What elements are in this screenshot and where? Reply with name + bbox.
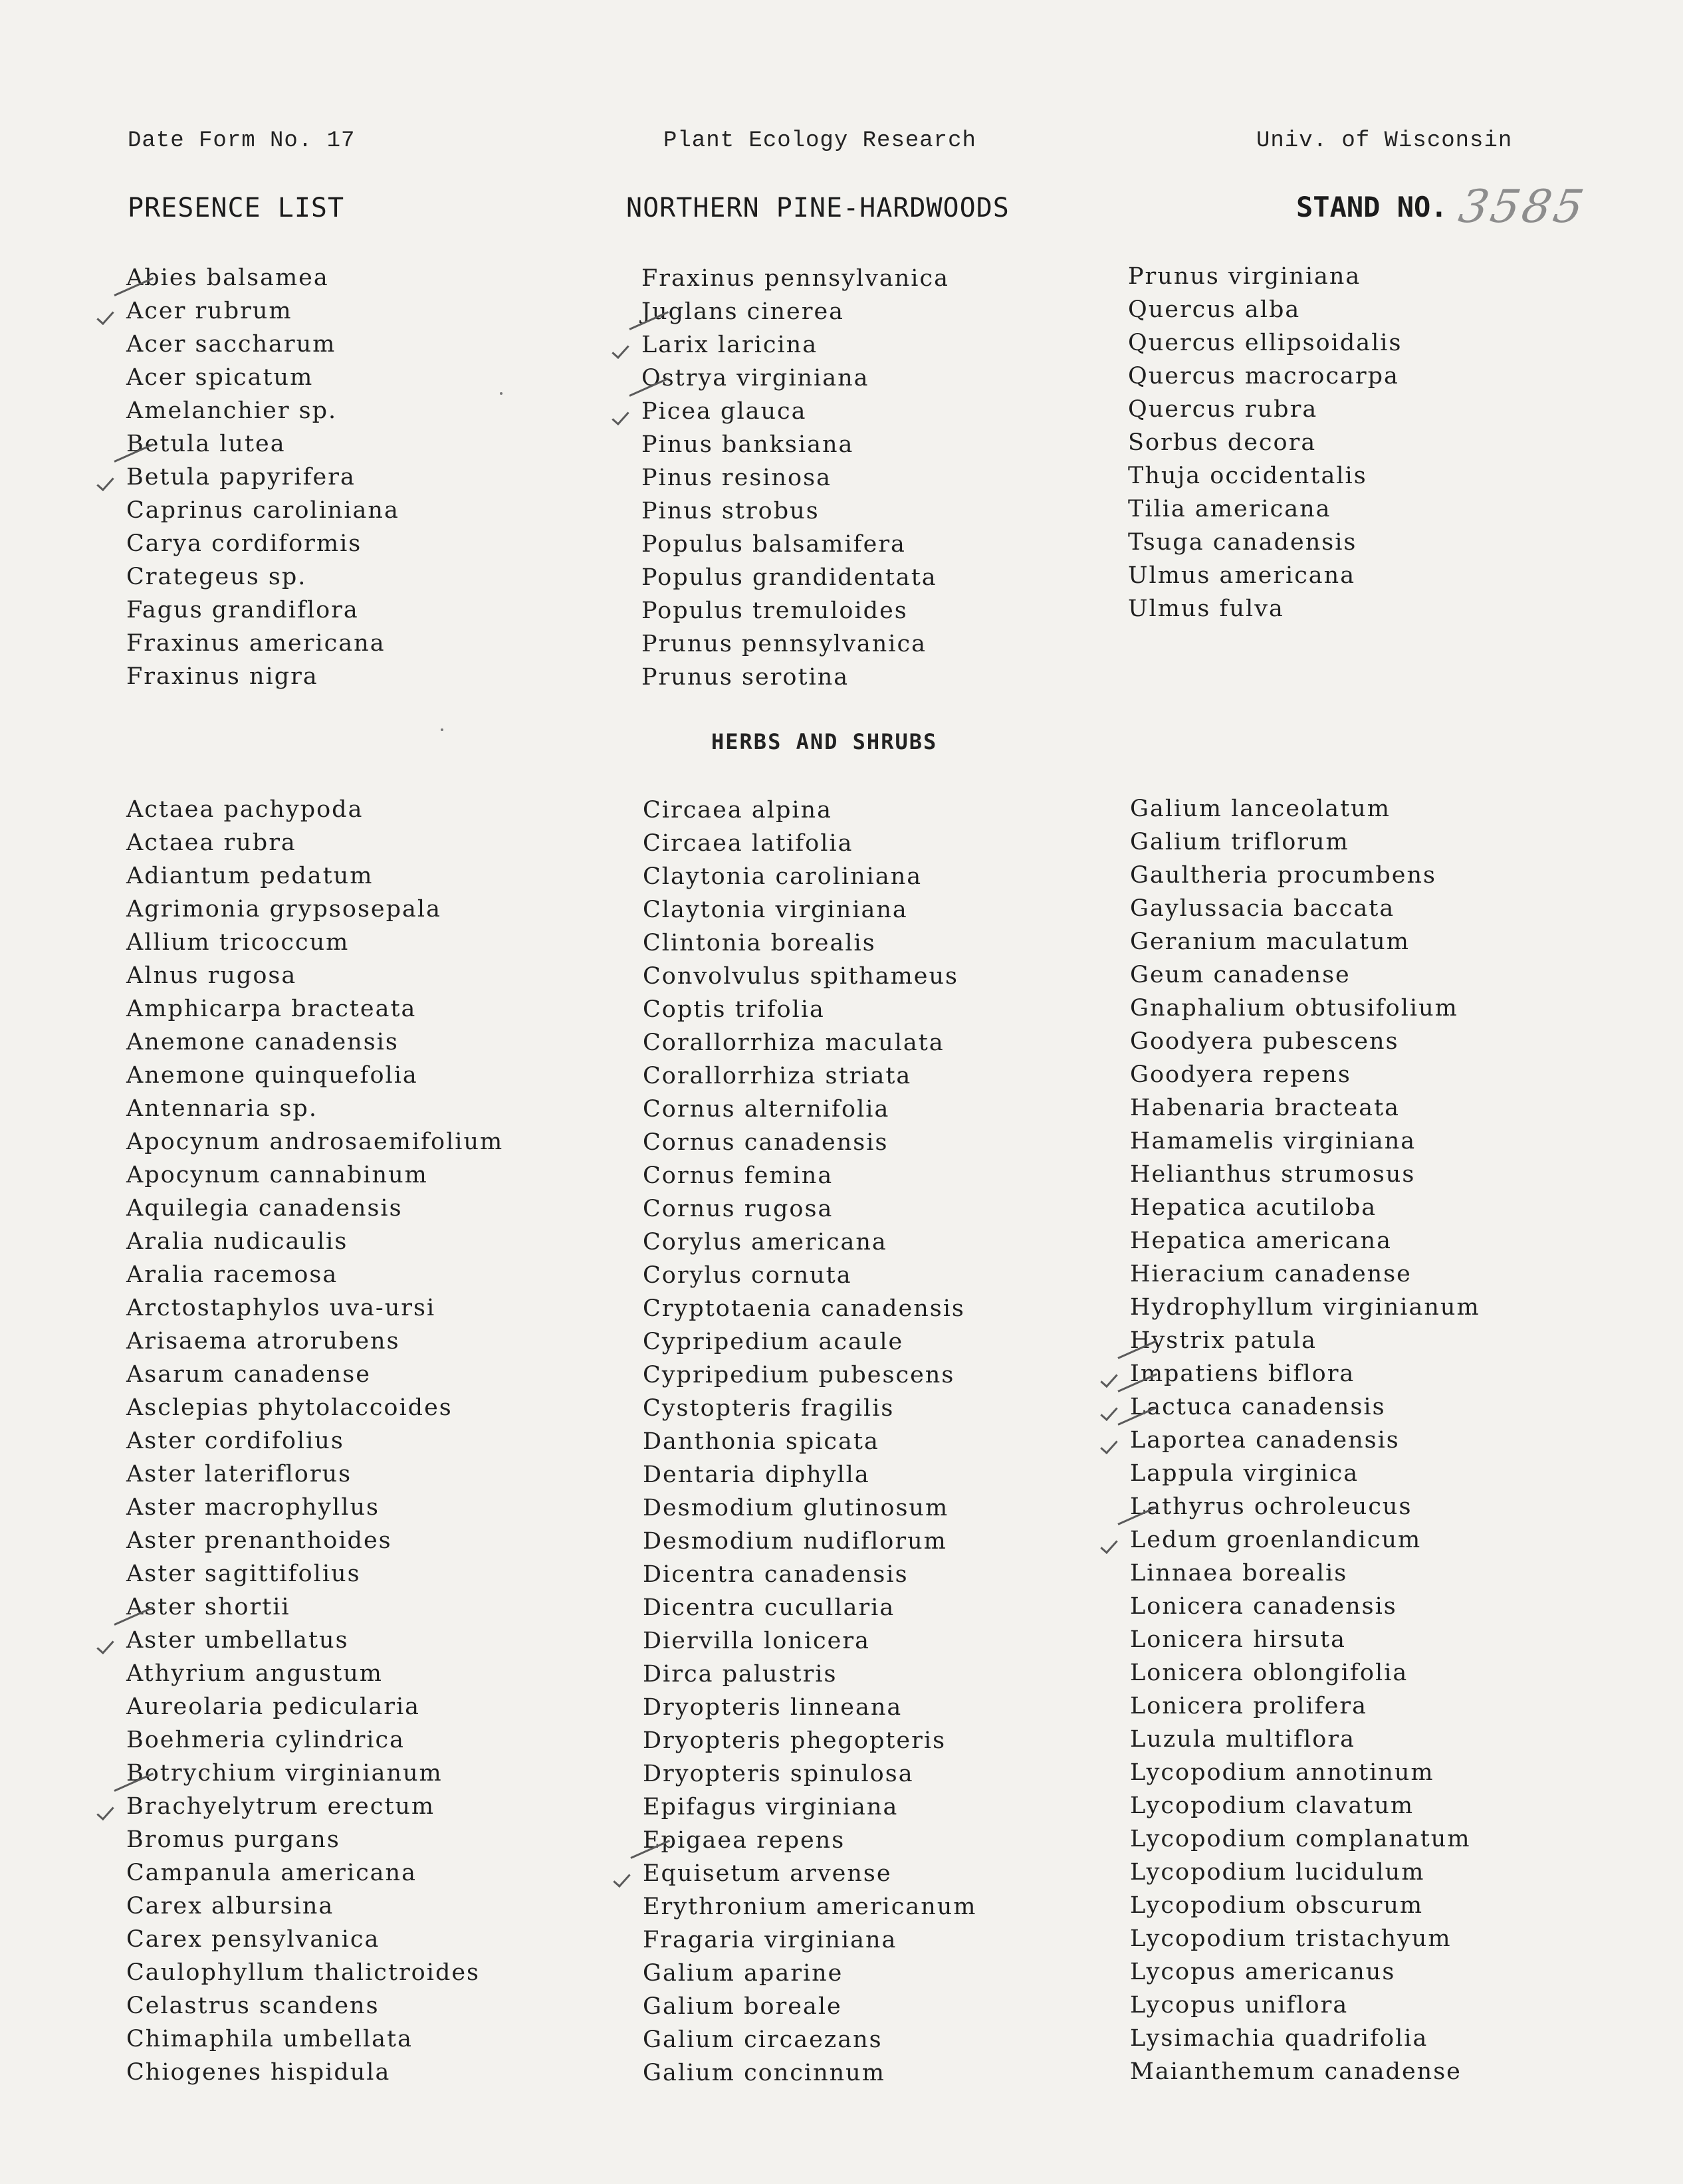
- species-item-checked: Equisetum arvense: [643, 1857, 977, 1890]
- species-item: Lycopodium complanatum: [1130, 1826, 1471, 1852]
- species-item: Pinus strobus: [641, 498, 820, 524]
- species-item: Fagus grandiflora: [126, 597, 359, 623]
- species-item: Dryopteris linneana: [643, 1694, 903, 1721]
- stand-number-field: [1296, 181, 1590, 241]
- species-item-checked: Lactuca canadensis: [1130, 1390, 1480, 1424]
- species-item: Quercus rubra: [1128, 396, 1318, 423]
- university-name: Univ. of Wisconsin: [1256, 128, 1513, 154]
- species-item-checked: Ledum groenlandicum: [1130, 1523, 1480, 1557]
- species-item: Aster lateriflorus: [126, 1461, 352, 1487]
- species-item-checked: Acer rubrum: [126, 294, 399, 328]
- species-item: Coptis trifolia: [643, 996, 825, 1023]
- species-item: Lappula virginica: [1130, 1460, 1359, 1487]
- species-item: Habenaria bracteata: [1130, 1095, 1401, 1121]
- species-item: Antennaria sp.: [126, 1095, 318, 1122]
- species-item: Cystopteris fragilis: [643, 1395, 895, 1422]
- species-item: Corallorrhiza maculata: [643, 1030, 945, 1056]
- species-item: Dryopteris phegopteris: [643, 1727, 947, 1754]
- species-item: Bromus purgans: [126, 1826, 340, 1853]
- species-item: Lonicera oblongifolia: [1130, 1660, 1408, 1686]
- species-item: Desmodium nudiflorum: [643, 1528, 947, 1555]
- species-item: Corylus americana: [643, 1229, 887, 1256]
- species-item: Populus balsamifera: [641, 531, 906, 558]
- species-item: Aralia nudicaulis: [126, 1228, 348, 1255]
- herbs-shrubs-heading: HERBS AND SHRUBS: [711, 729, 938, 754]
- species-item: Athyrium angustum: [126, 1660, 383, 1687]
- species-item: Aralia racemosa: [126, 1261, 338, 1288]
- species-item: Chiogenes hispidula: [126, 2059, 391, 2086]
- species-item: Quercus alba: [1128, 296, 1301, 323]
- species-item: Populus grandidentata: [641, 564, 937, 591]
- species-item: Prunus serotina: [641, 664, 849, 691]
- species-item: Linnaea borealis: [1130, 1560, 1348, 1586]
- species-item: Cornus femina: [643, 1162, 834, 1189]
- tree-list-column-1: [126, 261, 399, 693]
- herb-list-column-2: [643, 794, 977, 2090]
- species-item: Lycopodium clavatum: [1130, 1793, 1414, 1819]
- species-item: Aster shortii: [126, 1594, 290, 1620]
- species-item: Aster prenanthoides: [126, 1527, 392, 1554]
- species-item: Acer saccharum: [126, 331, 336, 358]
- species-item: Hieracium canadense: [1130, 1261, 1412, 1287]
- species-item: Prunus virginiana: [1128, 263, 1361, 290]
- stand-label: STAND NO.: [1296, 191, 1448, 223]
- species-item: Maianthemum canadense: [1130, 2058, 1462, 2085]
- form-number: Date Form No. 17: [128, 128, 356, 154]
- species-item: Gnaphalium obtusifolium: [1130, 995, 1458, 1022]
- species-item: Asarum canadense: [126, 1361, 371, 1388]
- list-title: PRESENCE LIST: [128, 193, 345, 223]
- species-item: Campanula americana: [126, 1860, 417, 1886]
- species-item: Carya cordiformis: [126, 530, 362, 557]
- species-item: Aureolaria pedicularia: [126, 1693, 421, 1720]
- species-item-checked: Aster umbellatus: [126, 1624, 503, 1657]
- species-item-checked: Picea glauca: [641, 395, 949, 428]
- paper-speck: [441, 728, 443, 731]
- species-item: Pinus resinosa: [641, 465, 832, 491]
- species-item: Fraxinus pennsylvanica: [641, 265, 949, 292]
- species-item: Lycopus uniflora: [1130, 1992, 1349, 2019]
- species-item-checked: Laportea canadensis: [1130, 1424, 1480, 1457]
- species-item: Amphicarpa bracteata: [126, 996, 417, 1022]
- species-item: Carex pensylvanica: [126, 1926, 380, 1953]
- species-item: Helianthus strumosus: [1130, 1161, 1416, 1188]
- species-item: Aster cordifolius: [126, 1428, 344, 1454]
- species-item: Epigaea repens: [643, 1827, 845, 1854]
- species-item: Apocynum androsaemifolium: [126, 1129, 504, 1155]
- species-item: Agrimonia grypsosepala: [126, 896, 441, 923]
- species-item: Clintonia borealis: [643, 930, 876, 956]
- species-item: Fraxinus americana: [126, 630, 386, 657]
- species-item: Aster sagittifolius: [126, 1561, 361, 1587]
- species-item: Amelanchier sp.: [126, 397, 338, 424]
- species-item: Cornus alternifolia: [643, 1096, 890, 1123]
- species-item-checked: Impatiens biflora: [1130, 1357, 1480, 1390]
- species-item: Carex albursina: [126, 1893, 334, 1919]
- species-item: Claytonia caroliniana: [643, 863, 923, 890]
- organization-name: Plant Ecology Research: [663, 128, 976, 154]
- species-item: Sorbus decora: [1128, 429, 1317, 456]
- species-item: Galium circaezans: [643, 2026, 883, 2053]
- species-item: Convolvulus spithameus: [643, 963, 959, 990]
- species-item: Botrychium virginianum: [126, 1760, 443, 1787]
- species-item: Gaultheria procumbens: [1130, 862, 1436, 889]
- species-item: Erythronium americanum: [643, 1894, 977, 1920]
- species-item-checked: Betula papyrifera: [126, 461, 399, 494]
- species-item: Gaylussacia baccata: [1130, 895, 1395, 922]
- herb-list-column-3: [1130, 792, 1480, 2088]
- species-item-checked: Brachyelytrum erectum: [126, 1790, 503, 1823]
- species-item: Crategeus sp.: [126, 564, 307, 590]
- species-item: Abies balsamea: [126, 265, 329, 291]
- species-item: Adiantum pedatum: [126, 863, 374, 889]
- species-item: Lycopodium annotinum: [1130, 1759, 1434, 1786]
- species-item-checked: Larix laricina: [641, 328, 949, 362]
- species-item: Geranium maculatum: [1130, 928, 1410, 955]
- species-item: Arisaema atrorubens: [126, 1328, 400, 1355]
- stand-number-handwritten: 3585: [1454, 181, 1590, 233]
- species-item: Galium aparine: [643, 1960, 843, 1987]
- species-item: Hamamelis virginiana: [1130, 1128, 1416, 1154]
- species-item: Goodyera repens: [1130, 1061, 1351, 1088]
- species-item: Thuja occidentalis: [1128, 463, 1367, 489]
- species-item: Lycopodium lucidulum: [1130, 1859, 1425, 1886]
- species-item: Dryopteris spinulosa: [643, 1761, 914, 1787]
- species-item: Lonicera hirsuta: [1130, 1626, 1346, 1653]
- species-item: Populus tremuloides: [641, 598, 908, 624]
- species-item: Prunus pennsylvanica: [641, 631, 927, 657]
- species-item: Actaea pachypoda: [126, 796, 364, 823]
- community-title: NORTHERN PINE-HARDWOODS: [626, 193, 1010, 223]
- species-item: Lonicera prolifera: [1130, 1693, 1367, 1719]
- species-item: Ostrya virginiana: [641, 365, 869, 391]
- species-item: Hydrophyllum virginianum: [1130, 1294, 1480, 1321]
- species-item: Goodyera pubescens: [1130, 1028, 1399, 1055]
- species-item: Betula lutea: [126, 431, 286, 457]
- species-item: Asclepias phytolaccoides: [126, 1394, 453, 1421]
- species-item: Caulophyllum thalictroides: [126, 1959, 481, 1986]
- species-item: Dirca palustris: [643, 1661, 838, 1688]
- species-item: Dicentra cucullaria: [643, 1594, 895, 1621]
- species-item: Aster macrophyllus: [126, 1494, 380, 1521]
- species-item: Tsuga canadensis: [1128, 529, 1357, 556]
- species-item: Actaea rubra: [126, 829, 296, 856]
- species-item: Desmodium glutinosum: [643, 1495, 949, 1521]
- species-item: Pinus banksiana: [641, 431, 854, 458]
- species-item: Galium boreale: [643, 1993, 842, 2020]
- species-item: Circaea latifolia: [643, 830, 853, 857]
- paper-speck: [500, 392, 503, 395]
- species-item: Hepatica americana: [1130, 1228, 1392, 1254]
- species-item: Cypripedium pubescens: [643, 1362, 955, 1388]
- species-item: Cypripedium acaule: [643, 1329, 904, 1355]
- species-item: Hystrix patula: [1130, 1327, 1317, 1354]
- species-item: Cornus canadensis: [643, 1129, 889, 1156]
- species-item: Danthonia spicata: [643, 1428, 879, 1455]
- species-item: Dicentra canadensis: [643, 1561, 909, 1588]
- species-item: Arctostaphylos uva-ursi: [126, 1295, 436, 1321]
- species-item: Fragaria virginiana: [643, 1927, 897, 1953]
- species-item: Lonicera canadensis: [1130, 1593, 1397, 1620]
- species-item: Boehmeria cylindrica: [126, 1727, 405, 1753]
- species-item: Celastrus scandens: [126, 1993, 380, 2019]
- species-item: Caprinus caroliniana: [126, 497, 399, 524]
- species-item: Hepatica acutiloba: [1130, 1194, 1377, 1221]
- species-item: Tilia americana: [1128, 496, 1331, 522]
- herb-list-column-1: [126, 793, 503, 2089]
- species-item: Fraxinus nigra: [126, 663, 318, 690]
- species-item: Lycopodium tristachyum: [1130, 1925, 1452, 1952]
- species-item: Alnus rugosa: [126, 962, 297, 989]
- species-item: Luzula multiflora: [1130, 1726, 1355, 1753]
- species-item: Aquilegia canadensis: [126, 1195, 403, 1222]
- species-item: Lysimachia quadrifolia: [1130, 2025, 1428, 2052]
- species-item: Corallorrhiza striata: [643, 1063, 912, 1089]
- species-item: Corylus cornuta: [643, 1262, 852, 1289]
- species-item: Dentaria diphylla: [643, 1462, 870, 1488]
- species-item: Juglans cinerea: [641, 298, 845, 325]
- species-item: Epifagus virginiana: [643, 1794, 899, 1820]
- tree-list-column-3: [1128, 260, 1402, 625]
- species-item: Allium tricoccum: [126, 929, 350, 956]
- species-item: Claytonia virginiana: [643, 897, 908, 923]
- species-item: Ulmus fulva: [1128, 596, 1284, 622]
- species-item: Cryptotaenia canadensis: [643, 1295, 965, 1322]
- species-item: Chimaphila umbellata: [126, 2026, 413, 2052]
- species-item: Lycopodium obscurum: [1130, 1892, 1424, 1919]
- species-item: Apocynum cannabinum: [126, 1162, 428, 1188]
- species-item: Anemone quinquefolia: [126, 1062, 418, 1089]
- species-item: Ulmus americana: [1128, 562, 1356, 589]
- tree-list-column-2: [641, 262, 949, 694]
- species-item: Cornus rugosa: [643, 1196, 834, 1222]
- species-item: Geum canadense: [1130, 962, 1351, 988]
- species-item: Quercus macrocarpa: [1128, 363, 1399, 389]
- species-item: Lycopus americanus: [1130, 1959, 1396, 1985]
- species-item: Galium triflorum: [1130, 829, 1349, 855]
- species-item: Anemone canadensis: [126, 1029, 399, 1055]
- species-item: Diervilla lonicera: [643, 1628, 870, 1654]
- species-item: Circaea alpina: [643, 797, 832, 823]
- species-item: Galium lanceolatum: [1130, 796, 1391, 822]
- species-item: Lathyrus ochroleucus: [1130, 1493, 1412, 1520]
- species-item: Galium concinnum: [643, 2060, 885, 2086]
- species-item: Quercus ellipsoidalis: [1128, 330, 1402, 356]
- species-item: Acer spicatum: [126, 364, 314, 391]
